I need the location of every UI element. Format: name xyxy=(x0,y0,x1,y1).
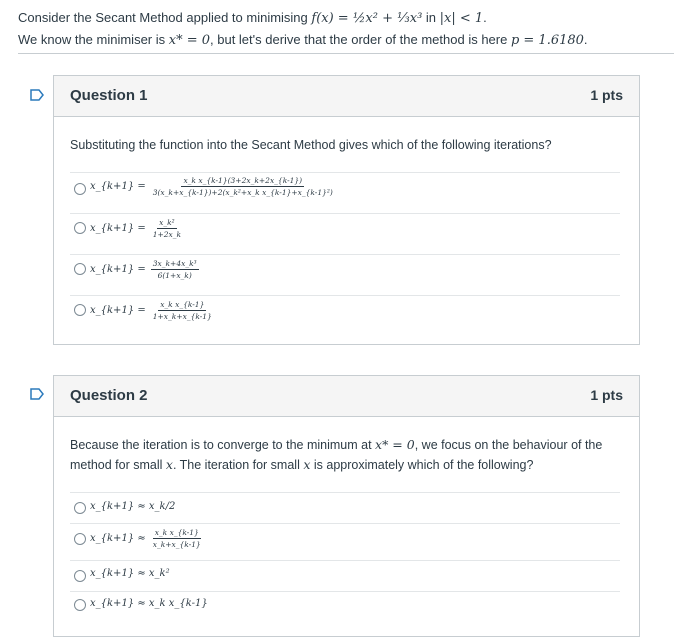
question-1-option-1[interactable] xyxy=(70,172,620,213)
question-1-header xyxy=(54,76,639,117)
fraction: $\frac{\text{x\_k x\_\{k-1\}}}{1+x\_k+x\_\{k-1\}}$ xyxy=(152,300,212,321)
question-2-header xyxy=(54,376,639,417)
option-equation: x_{k+1} = $\frac{\text{x\_k x\_\{k-1\}(3+2x\_k+2x\_\{k-1\})}}{\text{3(x\_k+x\_\{k-1\})+2(x\_k²+x\_k x\_\{k-1\}+x\_\{k-1\}²)}}$ xyxy=(90,176,333,197)
intro-text xyxy=(18,7,688,51)
option-equation: x_{k+1} ≈ x_k x_{k-1} xyxy=(90,598,208,609)
intro-line-2: We know the minimiser is x* = 0, but let's derive that the order of the method is here p = 1.6180. xyxy=(18,32,588,48)
option-equation: x_{k+1} = $\frac{\text{x\_k²}}{1+2x\_k}$ xyxy=(90,218,182,239)
question-1-card xyxy=(53,75,640,345)
question-1-points: 1 pts xyxy=(590,87,623,103)
question-1-option-3[interactable] xyxy=(70,254,620,295)
question-2-option-1[interactable] xyxy=(70,492,620,523)
radio-button[interactable] xyxy=(74,222,86,234)
radio-button[interactable] xyxy=(74,570,86,582)
radio-button[interactable] xyxy=(74,599,86,611)
fraction: $\frac{\text{x\_k x\_\{k-1\}}}{x\_k+x\_\{k-1\}}$ xyxy=(152,528,201,549)
question-2-card xyxy=(53,375,640,637)
fraction: $\frac{\text{3x\_k+4x\_k³}}{6(1+x\_k)}$ xyxy=(152,259,197,280)
question-2-option-2[interactable] xyxy=(70,523,620,560)
radio-button[interactable] xyxy=(74,304,86,316)
radio-button[interactable] xyxy=(74,533,86,545)
radio-button[interactable] xyxy=(74,183,86,195)
question-2-option-3[interactable] xyxy=(70,560,620,591)
option-equation: x_{k+1} = $\frac{\text{3x\_k+4x\_k³}}{6(1+x\_k)}$ xyxy=(90,259,197,280)
question-1-option-2[interactable] xyxy=(70,213,620,254)
intro-line-1: Consider the Secant Method applied to minimising f(x) = ½x² + ⅓x³ in |x| < 1. xyxy=(18,10,487,26)
question-2-title: Question 2 xyxy=(70,387,148,404)
flag-question-icon[interactable] xyxy=(30,388,44,400)
radio-button[interactable] xyxy=(74,263,86,275)
question-2-text: Because the iteration is to converge to the minimum at x* = 0, we focus on the behaviour of the method for small x. The iteration for small x is approximately which of the following? xyxy=(70,437,603,472)
fraction: $\frac{\text{x\_k x\_\{k-1\}(3+2x\_k+2x\_\{k-1\})}}{\text{3(x\_k+x\_\{k-1\})+2(x\_k²+x\_k x\_\{k-1\}+x\_\{k-1\}²)}}$ xyxy=(152,176,333,197)
question-1-text: Substituting the function into the Secant Method gives which of the following iterations? xyxy=(70,138,552,152)
question-2-points: 1 pts xyxy=(590,387,623,403)
fraction: $\frac{\text{x\_k²}}{1+2x\_k}$ xyxy=(152,218,182,239)
option-equation: x_{k+1} ≈ x_k² xyxy=(90,568,170,579)
option-equation: x_{k+1} = $\frac{\text{x\_k x\_\{k-1\}}}{1+x\_k+x\_\{k-1\}}$ xyxy=(90,300,212,321)
question-1-option-4[interactable] xyxy=(70,295,620,336)
radio-button[interactable] xyxy=(74,502,86,514)
option-equation: x_{k+1} ≈ $\frac{\text{x\_k x\_\{k-1\}}}{x\_k+x\_\{k-1\}}$ xyxy=(90,528,201,549)
divider xyxy=(18,53,674,54)
flag-question-icon[interactable] xyxy=(30,89,44,101)
option-equation: x_{k+1} ≈ x_k/2 xyxy=(90,501,176,512)
question-1-title: Question 1 xyxy=(70,87,148,104)
question-2-option-4[interactable] xyxy=(70,591,620,622)
